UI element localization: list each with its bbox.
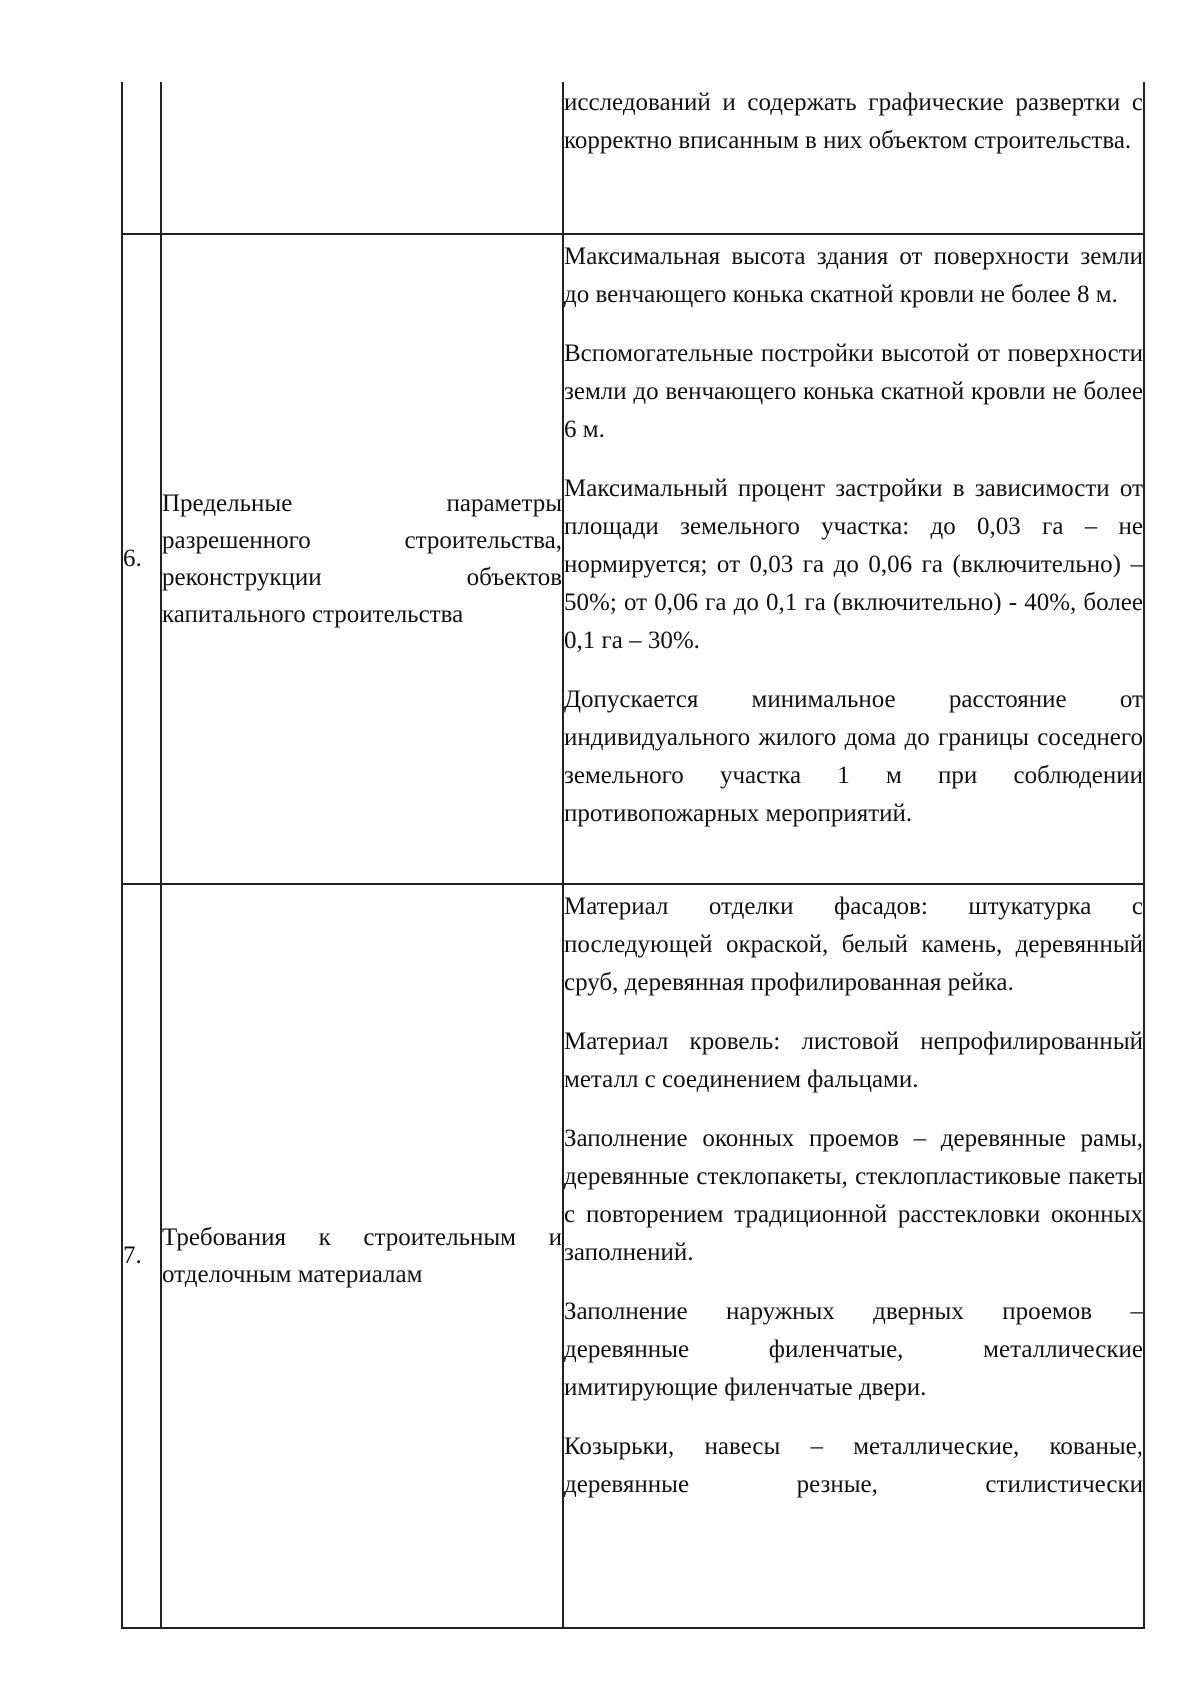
parameter-value (563, 234, 1144, 884)
parameter-value (563, 82, 1144, 234)
paragraph: Заполнение наружных дверных проемов – деревянные филенчатые, металлические имитирующие филенчатые двери. (564, 1298, 1143, 1401)
paragraph: Козырьки, навесы – металлические, кованые, деревянные резные, стилистически (564, 1433, 1143, 1498)
table-row (122, 884, 1144, 1628)
paragraph: Допускается минимальное расстояние от индивидуального жилого дома до границы соседнего земельного участка 1 м при соблюдении противопожарных мероприятий. (564, 686, 1143, 827)
row-number (122, 82, 161, 234)
paragraph: Материал кровель: листовой непрофилированный металл с соединением фальцами. (564, 1028, 1143, 1093)
row-number: 6. (122, 234, 161, 884)
parameter-name: Предельные параметры разрешенного строительства, реконструкции объектов капитального строительства (161, 234, 563, 884)
paragraph: Максимальный процент застройки в зависимости от площади земельного участка: до 0,03 га – не нормируется; от 0,03 га до 0,06 га (включительно) – 50%; от 0,06 га до 0,1 га (включительно) - 40%, более 0,1 га – 30%. (564, 475, 1143, 654)
table-row (122, 234, 1144, 884)
requirements-table (121, 82, 1145, 1629)
parameter-value (563, 884, 1144, 1628)
row-number: 7. (122, 884, 161, 1628)
paragraph: Заполнение оконных проемов – деревянные рамы, деревянные стеклопакеты, стеклопластиковые пакеты с повторением традиционной расстекловки оконных заполнений. (564, 1125, 1143, 1266)
parameter-name (161, 82, 563, 234)
paragraph: Вспомогательные постройки высотой от поверхности земли до венчающего конька скатной кровли не более 6 м. (564, 340, 1143, 443)
paragraph: Максимальная высота здания от поверхности земли до венчающего конька скатной кровли не более 8 м. (564, 243, 1143, 308)
paragraph: исследований и содержать графические развертки с корректно вписанным в них объектом строительства. (564, 89, 1143, 154)
parameter-name: Требования к строительным и отделочным материалам (161, 884, 563, 1628)
table-row (122, 82, 1144, 234)
paragraph: Материал отделки фасадов: штукатурка с последующей окраской, белый камень, деревянный сруб, деревянная профилированная рейка. (564, 893, 1143, 996)
